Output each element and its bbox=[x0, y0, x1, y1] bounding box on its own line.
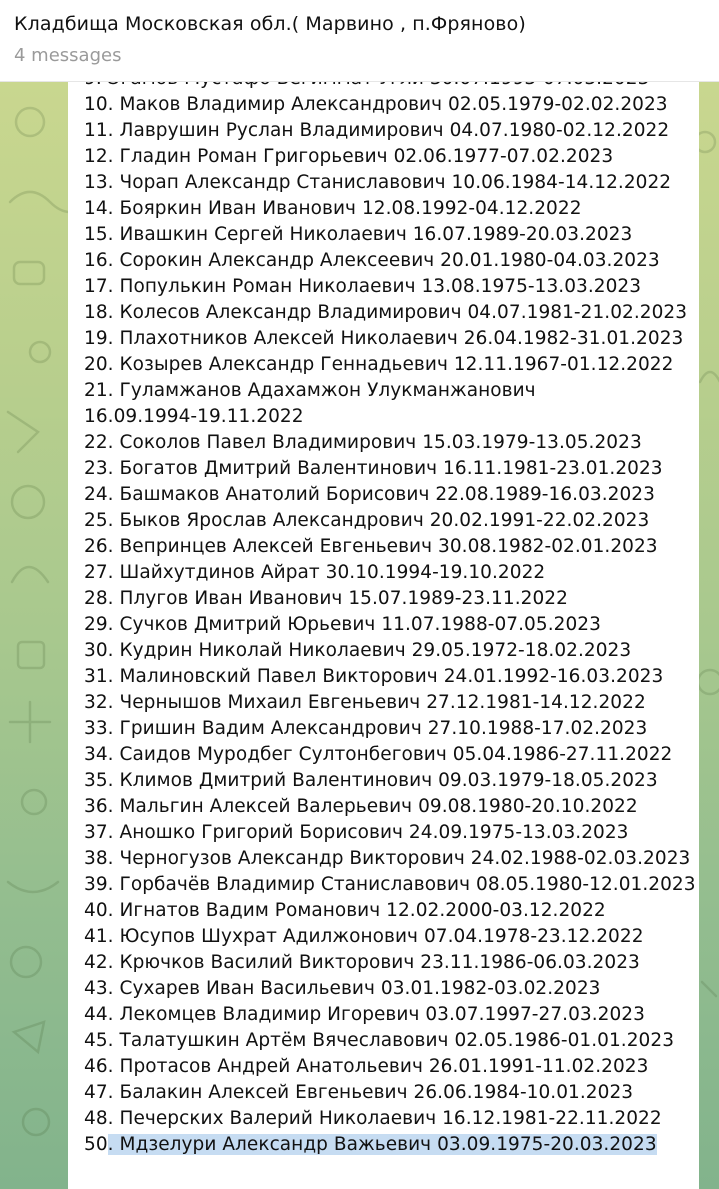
message-text bbox=[84, 66, 696, 1158]
text-line: 31. Малиновский Павел Викторович 24.01.1992-16.03.2023 bbox=[84, 666, 664, 687]
text-line: 48. Печерских Валерий Николаевич 16.12.1981-22.11.2022 bbox=[84, 1108, 662, 1129]
text-line: 34. Саидов Муродбег Султонбегович 05.04.1986-27.11.2022 bbox=[84, 744, 673, 765]
text-line: 32. Чернышов Михаил Евгеньевич 27.12.1981-14.12.2022 bbox=[84, 692, 646, 713]
message-bubble[interactable] bbox=[68, 82, 699, 1189]
text-line: 23. Богатов Дмитрий Валентинович 16.11.1981-23.01.2023 bbox=[84, 458, 663, 479]
text-line: 46. Протасов Андрей Анатольевич 26.01.1991-11.02.2023 bbox=[84, 1056, 649, 1077]
text-line: 28. Плугов Иван Иванович 15.07.1989-23.11.2022 bbox=[84, 588, 568, 609]
text-line-selected[interactable] bbox=[84, 1132, 696, 1158]
text-line: 43. Сухарев Иван Васильевич 03.01.1982-03.02.2023 bbox=[84, 978, 601, 999]
text-line: 26. Вепринцев Алексей Евгеньевич 30.08.1982-02.01.2023 bbox=[84, 536, 658, 557]
text-line: 36. Мальгин Алексей Валерьевич 09.08.1980-20.10.2022 bbox=[84, 796, 638, 817]
text-line: 25. Быков Ярослав Александрович 20.02.1991-22.02.2023 bbox=[84, 510, 650, 531]
text-line: 11. Лаврушин Руслан Владимирович 04.07.1980-02.12.2022 bbox=[84, 120, 670, 141]
text-line: 29. Сучков Дмитрий Юрьевич 11.07.1988-07.05.2023 bbox=[84, 614, 601, 635]
text-line: 42. Крючков Василий Викторович 23.11.1986-06.03.2023 bbox=[84, 952, 640, 973]
text-line: 24. Башмаков Анатолий Борисович 22.08.1989-16.03.2023 bbox=[84, 484, 655, 505]
chat-header[interactable] bbox=[0, 0, 719, 82]
chat-background bbox=[0, 82, 719, 1189]
text-line: 12. Гладин Роман Григорьевич 02.06.1977-07.02.2023 bbox=[84, 146, 614, 167]
text-line: 14. Бояркин Иван Иванович 12.08.1992-04.12.2022 bbox=[84, 198, 582, 219]
text-line: 44. Лекомцев Владимир Игоревич 03.07.1997-27.03.2023 bbox=[84, 1004, 645, 1025]
chat-title: Кладбища Московская обл.( Марвино , п.Фряново) bbox=[14, 13, 526, 35]
text-line: 30. Кудрин Николай Николаевич 29.05.1972-18.02.2023 bbox=[84, 640, 632, 661]
text-line: 13. Чорап Александр Станиславович 10.06.1984-14.12.2022 bbox=[84, 172, 672, 193]
text-line: 20. Козырев Александр Геннадьевич 12.11.1967-01.12.2022 bbox=[84, 354, 674, 375]
text-line: 15. Ивашкин Сергей Николаевич 16.07.1989-20.03.2023 bbox=[84, 224, 633, 245]
text-line: 10. Маков Владимир Александрович 02.05.1979-02.02.2023 bbox=[84, 94, 668, 115]
text-line: 27. Шайхутдинов Айрат 30.10.1994-19.10.2022 bbox=[84, 562, 546, 583]
text-line: 40. Игнатов Вадим Романович 12.02.2000-03.12.2022 bbox=[84, 900, 606, 921]
text-line: 22. Соколов Павел Владимирович 15.03.1979-13.05.2023 bbox=[84, 432, 642, 453]
text-line: 45. Талатушкин Артём Вячеславович 02.05.1986-01.01.2023 bbox=[84, 1030, 675, 1051]
text-line: 17. Популькин Роман Николаевич 13.08.1975-13.03.2023 bbox=[84, 276, 642, 297]
text-line: 16.09.1994-19.11.2022 bbox=[84, 406, 304, 427]
text-line: 19. Плахотников Алексей Николаевич 26.04.1982-31.01.2023 bbox=[84, 328, 684, 349]
text-line: 39. Горбачёв Владимир Станиславович 08.05.1980-12.01.2023 bbox=[84, 874, 696, 895]
text-line: 37. Аношко Григорий Борисович 24.09.1975-13.03.2023 bbox=[84, 822, 629, 843]
text-line: 33. Гришин Вадим Александрович 27.10.1988-17.02.2023 bbox=[84, 718, 648, 739]
text-line: 18. Колесов Александр Владимирович 04.07.1981-21.02.2023 bbox=[84, 302, 688, 323]
text-line: 16. Сорокин Александр Алексеевич 20.01.1980-04.03.2023 bbox=[84, 250, 660, 271]
text-line: 38. Черногузов Александр Викторович 24.02.1988-02.03.2023 bbox=[84, 848, 691, 869]
text-line: 47. Балакин Алексей Евгеньевич 26.06.1984-10.01.2023 bbox=[84, 1082, 634, 1103]
line-prefix: 50 bbox=[84, 1134, 108, 1155]
selected-text[interactable]: . Мдзелури Александр Важьевич 03.09.1975-20.03.2023 bbox=[107, 1134, 657, 1155]
text-line: 41. Юсупов Шухрат Адилжонович 07.04.1978-23.12.2022 bbox=[84, 926, 644, 947]
text-line: 35. Климов Дмитрий Валентинович 09.03.1979-18.05.2023 bbox=[84, 770, 658, 791]
text-line: 21. Гуламжанов Адахамжон Улукманжанович bbox=[84, 380, 536, 401]
message-count: 4 messages bbox=[14, 45, 122, 66]
